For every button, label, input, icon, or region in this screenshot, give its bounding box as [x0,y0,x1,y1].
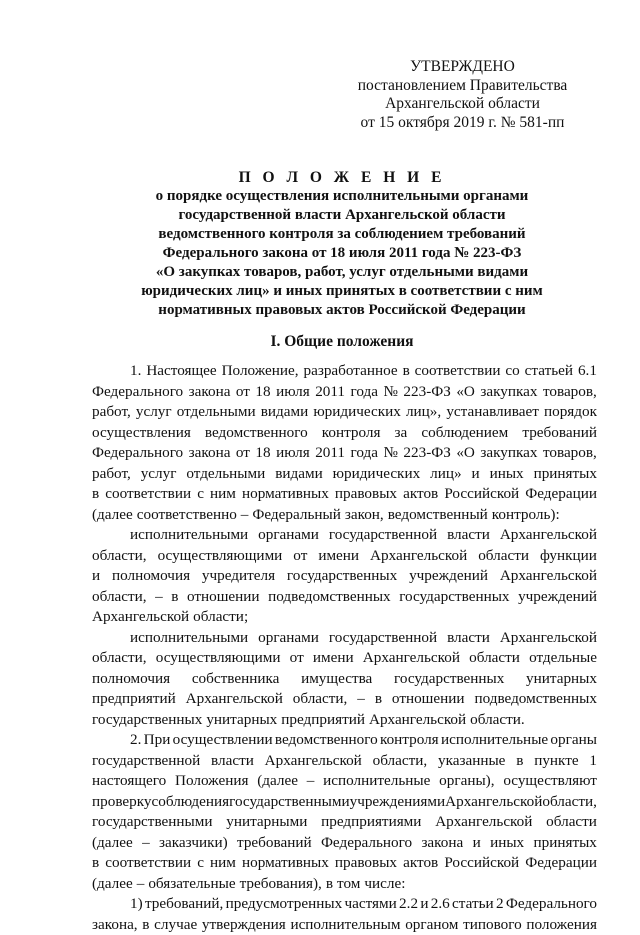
word: Архангельской [186,689,283,710]
word: Архангельской [500,525,597,546]
word: 18 [255,382,270,403]
word: Федерации [525,853,597,874]
word: учреждений [409,566,488,587]
word: 223-ФЗ [403,382,450,403]
word: – [241,505,249,526]
word: года [350,382,377,403]
word: с [197,484,204,505]
word: Федерального [321,833,412,854]
word: Положение, [222,361,299,382]
word: 2 [496,894,504,915]
word: области [546,812,597,833]
word: (далее [257,771,298,792]
word: государственной [92,751,200,772]
word: видами [261,402,309,423]
word: области, [293,689,348,710]
word: Архангельской [435,812,532,833]
word: органы), [439,771,494,792]
word: актов [403,484,438,505]
word: учредителя [202,566,275,587]
word: органом [405,915,458,935]
word: соответствии [105,484,191,505]
word: обязательные [148,874,235,895]
word: в [326,874,333,895]
word: в [375,689,382,710]
word: закона [421,833,463,854]
body-line [92,853,597,874]
word: 2.6 [431,894,450,915]
word: со [505,361,519,382]
word: собственника [192,669,280,690]
word: соблюдения [152,792,230,813]
word: исполнительные [323,771,430,792]
word: контроля [380,730,439,751]
word: нормативных [242,484,329,505]
word: товаров, [543,382,597,403]
approval-line: постановлением Правительства [340,77,585,96]
body-line [92,607,597,628]
word: государственных [287,566,397,587]
word: устанавливает [446,402,539,423]
body-line [92,710,597,731]
word: закупках [480,443,537,464]
word: в [516,751,523,772]
word: в [92,484,99,505]
word: осуществляющими [158,546,283,567]
word: и [420,894,428,915]
word: требований, [145,894,223,915]
word: нормативных [242,853,329,874]
word: Российской [444,484,519,505]
word: осуществляют [503,771,597,792]
body-line [92,443,597,464]
word: от [293,546,307,567]
word: 1 [589,751,597,772]
word: указанные [438,751,505,772]
word: 2. [130,730,141,751]
body-line [92,689,597,710]
word: власти [211,751,254,772]
approval-stamp-block [340,58,585,132]
word: учреждениями [350,792,446,813]
word: Федерального [92,443,183,464]
word: Архангельской [92,607,189,628]
word: Архангельской [363,648,460,669]
body-line [92,730,597,751]
word: отношении [187,587,260,608]
word: юридических [333,464,421,485]
word: отношении [392,689,465,710]
word: закона [189,382,231,403]
word: 6.1 [578,361,597,382]
word: ведомственный [388,505,488,526]
word: правовых [335,853,397,874]
document-title: П О Л О Ж Е Н И Е [92,168,592,187]
word: требований [522,423,597,444]
word: власти [447,628,490,649]
word: положения [526,915,597,935]
body-line [92,894,597,915]
word: соответственно [137,505,237,526]
title-line: государственной власти Архангельской области [92,206,592,225]
word: от [290,648,304,669]
word: требования), [240,874,322,895]
word: Федерального [506,894,597,915]
body-line [92,484,597,505]
word: июля [276,443,310,464]
word: ведомственного [205,423,308,444]
body-line [92,423,597,444]
word: от [236,382,250,403]
word: случае [154,915,197,935]
word: иных [490,833,524,854]
word: Архангельской [370,546,467,567]
title-line: «О закупках товаров, работ, услуг отдельными видами [92,263,592,282]
word: контроль): [492,505,560,526]
word: унитарных [206,710,277,731]
word: – [137,874,145,895]
word: и [92,566,100,587]
word: Федерации [525,484,597,505]
body-line [92,812,597,833]
word: «О [456,382,475,403]
word: закона, [92,915,138,935]
word: актов [403,853,438,874]
word: отдельными [177,402,256,423]
word: имени [318,546,359,567]
body-text [92,361,597,935]
word: проверку [92,792,152,813]
word: Федерального [92,382,183,403]
word: работ, [92,464,131,485]
word: (далее [92,874,133,895]
word: Архангельской [445,792,542,813]
word: требований [237,833,312,854]
word: статьи [452,894,494,915]
body-line [92,771,597,792]
word: государственными [229,792,349,813]
word: принятых [534,464,597,485]
word: полномочия [112,566,190,587]
word: 223-ФЗ [403,443,450,464]
word: Российской [444,853,519,874]
word: (далее [92,833,133,854]
word: ним [210,853,236,874]
word: унитарными [226,812,307,833]
word: государственных [399,587,509,608]
word: органами [258,628,319,649]
word: Положения [175,771,248,792]
word: (далее [92,505,133,526]
word: унитарных [526,669,597,690]
title-line: нормативных правовых актов Российской Федерации [92,301,592,320]
word: контроля [322,423,381,444]
body-line [92,628,597,649]
word: товаров, [543,443,597,464]
body-line [92,402,597,423]
document-title-block [92,168,592,320]
word: № [383,443,398,464]
word: Архангельской [500,566,597,587]
word: подведомственных [474,689,597,710]
word: области; [193,607,248,628]
word: Архангельской [265,751,362,772]
body-line [92,874,597,895]
word: в [171,587,178,608]
word: – [357,689,365,710]
word: числе: [364,874,405,895]
word: услуг [141,464,177,485]
word: функции [540,546,597,567]
word: в [142,915,149,935]
approval-heading: УТВЕРЖДЕНО [340,58,585,77]
word: лиц» [430,464,461,485]
word: 2011 [315,443,345,464]
approval-line: Архангельской области [340,95,585,114]
title-line: Федерального закона от 18 июля 2011 года № 223-ФЗ [92,244,592,263]
word: предприятий [281,710,365,731]
word: разработанное [304,361,398,382]
word: № [383,382,398,403]
word: 1. [130,361,141,382]
word: предприятий [92,689,176,710]
word: области, [373,751,428,772]
word: осуществляющими [156,648,281,669]
word: исполнительными [130,525,248,546]
word: осуществлении [173,730,273,751]
word: органы [550,730,597,751]
word: услуг [136,402,172,423]
body-line [92,382,597,403]
word: власти [447,525,490,546]
body-line [92,915,597,935]
word: имени [313,648,354,669]
word: ведомственного [275,730,378,751]
word: правовых [335,484,397,505]
body-line [92,669,597,690]
body-line [92,361,597,382]
word: и [473,833,481,854]
word: заказчики) [159,833,228,854]
word: органами [258,525,319,546]
word: области. [470,710,525,731]
word: учреждений [518,587,597,608]
word: области [478,546,529,567]
word: предусмотренных [226,894,343,915]
word: и [471,464,479,485]
word: июля [276,382,310,403]
word: в [403,361,410,382]
word: – [142,833,150,854]
approval-date-line: от 15 октября 2019 г. № 581-пп [340,114,585,133]
word: области [469,648,520,669]
word: лиц», [406,402,441,423]
title-line: о порядке осуществления исполнительными органами [92,187,592,206]
body-line [92,546,597,567]
word: соответствии [415,361,501,382]
body-line [92,464,597,485]
word: государственными [92,812,212,833]
word: 2011 [315,382,345,403]
word: принятых [533,833,596,854]
body-line [92,587,597,608]
word: области, [92,648,147,669]
word: закон, [345,505,384,526]
word: соответствии [105,853,191,874]
body-line [92,751,597,772]
word: в [92,853,99,874]
word: подведомственных [268,587,391,608]
word: отдельные [529,648,597,669]
word: том [337,874,360,895]
word: Федеральный [252,505,340,526]
word: области, [92,587,147,608]
title-line: юридических лиц» и иных принятых в соответствии с ним [92,282,592,301]
word: государственных [394,669,504,690]
word: типового [463,915,522,935]
word: – [307,771,315,792]
word: года [350,443,377,464]
word: иных [490,464,524,485]
word: 2.2 [399,894,418,915]
word: государственных [92,710,202,731]
word: исполнительным [290,915,400,935]
word: государственной [329,628,437,649]
body-line [92,505,597,526]
word: за [395,423,408,444]
word: юридических [313,402,401,423]
body-line [92,566,597,587]
word: области, [542,792,597,813]
word: исполнительными [130,628,248,649]
word: настоящего [92,771,166,792]
word: утверждения [202,915,286,935]
title-line: ведомственного контроля за соблюдением требований [92,225,592,244]
word: статьей [525,361,573,382]
word: полномочия [92,669,170,690]
word: соблюдением [421,423,508,444]
word: отдельными [186,464,265,485]
word: частями [344,894,396,915]
word: порядок [544,402,597,423]
word: государственной [329,525,437,546]
body-line [92,792,597,813]
word: ним [210,484,236,505]
word: предприятиями [321,812,421,833]
word: закупках [480,382,537,403]
body-line [92,525,597,546]
body-line [92,833,597,854]
section-heading: I. Общие положения [92,332,592,351]
word: 18 [255,443,270,464]
word: исполнительные [441,730,548,751]
word: – [155,587,163,608]
word: работ, [92,402,131,423]
word: осуществления [92,423,191,444]
word: видами [275,464,323,485]
word: имущества [301,669,372,690]
word: «О [456,443,475,464]
word: пункте [534,751,578,772]
word: с [197,853,204,874]
word: области, [92,546,147,567]
word: Настоящее [146,361,216,382]
word: Архангельской [500,628,597,649]
word: При [144,730,171,751]
word: от [236,443,250,464]
word: закона [189,443,231,464]
word: Архангельской [369,710,466,731]
body-line [92,648,597,669]
word: 1) [130,894,143,915]
